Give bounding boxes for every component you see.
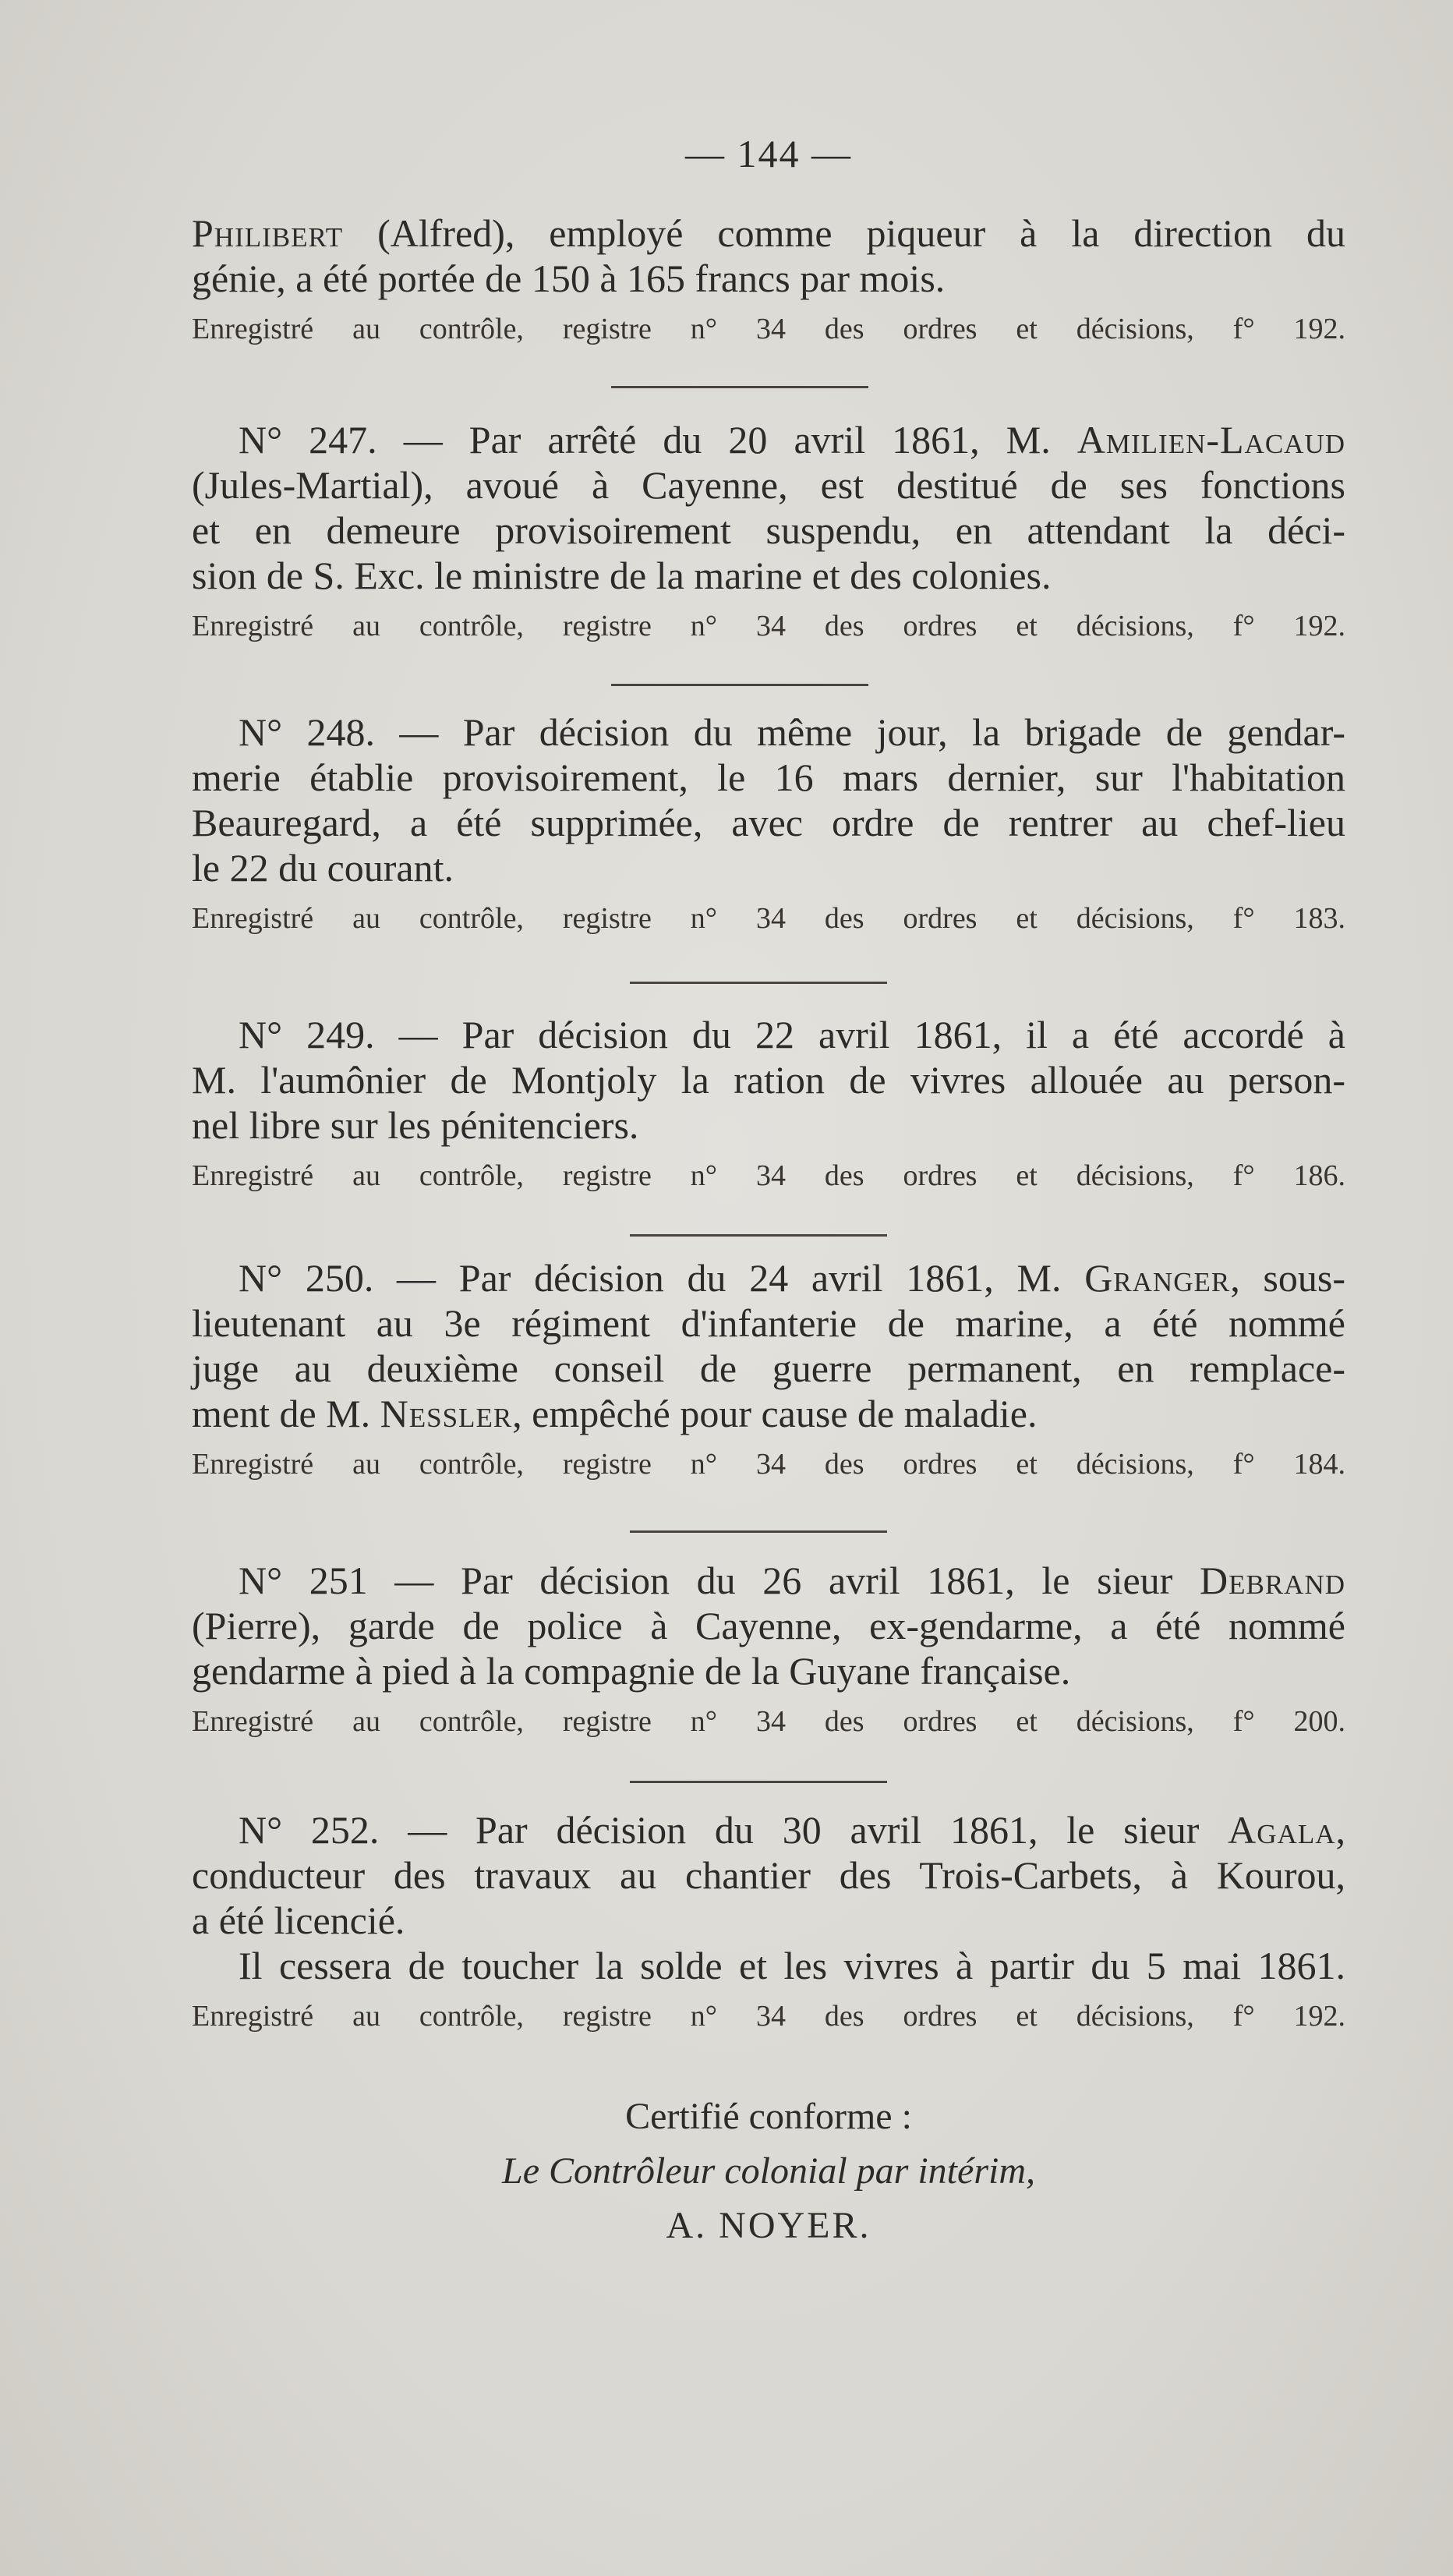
entry-line: N° 250. — Par décision du 24 avril 1861, M. Granger, sous- xyxy=(239,1256,1345,1300)
entry-line: merie établie provisoirement, le 16 mars dernier, sur l'habitation xyxy=(192,755,1345,799)
entry-line: lieutenant au 3e régiment d'infanterie de marine, a été nommé xyxy=(192,1301,1345,1345)
entry-line: N° 247. — Par arrêté du 20 avril 1861, M. Amilien-Lacaud xyxy=(239,418,1345,462)
entry-line: juge au deuxième conseil de guerre permanent, en remplace- xyxy=(192,1346,1345,1390)
person-name: Debrand xyxy=(1199,1559,1345,1602)
separator-rule xyxy=(630,1781,887,1783)
registration-note: Enregistré au contrôle, registre n° 34 des ordres et décisions, f° 192. xyxy=(192,313,1345,345)
entry-philibert xyxy=(192,211,1345,348)
certification-title: Le Contrôleur colonial par intérim, xyxy=(502,2150,1035,2192)
separator-rule xyxy=(611,684,868,686)
registration-note: Enregistré au contrôle, registre n° 34 des ordres et décisions, f° 186. xyxy=(192,1159,1345,1192)
registration-note: Enregistré au contrôle, registre n° 34 des ordres et décisions, f° 200. xyxy=(192,1705,1345,1738)
registration-note: Enregistré au contrôle, registre n° 34 des ordres et décisions, f° 192. xyxy=(192,610,1345,642)
person-name: Agala xyxy=(1228,1808,1336,1852)
certification-block xyxy=(192,2089,1345,2253)
separator-rule xyxy=(611,386,868,388)
entry-248 xyxy=(192,709,1345,937)
entry-line: génie, a été portée de 150 à 165 francs par mois. xyxy=(192,257,946,300)
entry-line: M. l'aumônier de Montjoly la ration de vivres allouée au person- xyxy=(192,1058,1345,1102)
registration-note: Enregistré au contrôle, registre n° 34 des ordres et décisions, f° 184. xyxy=(192,1448,1345,1481)
entry-line: nel libre sur les pénitenciers. xyxy=(192,1103,639,1147)
page-number: — 144 — xyxy=(685,132,852,175)
entry-line: (Jules-Martial), avoué à Cayenne, est destitué de ses fonctions xyxy=(192,463,1345,507)
entry-line: gendarme à pied à la compagnie de la Guyane française. xyxy=(192,1649,1071,1693)
registration-note: Enregistré au contrôle, registre n° 34 des ordres et décisions, f° 183. xyxy=(192,902,1345,935)
separator-rule xyxy=(630,1234,887,1237)
entry-252 xyxy=(192,1807,1345,2035)
registration-note: Enregistré au contrôle, registre n° 34 des ordres et décisions, f° 192. xyxy=(192,2000,1345,2033)
entry-line: Beauregard, a été supprimée, avec ordre de rentrer au chef-lieu xyxy=(192,801,1345,844)
entry-line: le 22 du courant. xyxy=(192,846,454,890)
person-name: Nessler xyxy=(380,1392,513,1435)
separator-rule xyxy=(630,1530,887,1533)
entry-line: N° 249. — Par décision du 22 avril 1861, il a été accordé à xyxy=(239,1013,1345,1056)
entry-line: et en demeure provisoirement suspendu, en attendant la déci- xyxy=(192,508,1345,552)
entry-line: (Pierre), garde de police à Cayenne, ex-gendarme, a été nommé xyxy=(192,1604,1345,1647)
entry-line: Philibert (Alfred), employé comme piqueur à la direction du xyxy=(192,211,1345,255)
certification-statement: Certifié conforme : xyxy=(625,2096,912,2137)
entry-247 xyxy=(192,417,1345,645)
entry-line: Il cessera de toucher la solde et les vivres à partir du 5 mai 1861. xyxy=(239,1944,1345,1987)
person-name: Amilien-Lacaud xyxy=(1076,418,1345,462)
entry-line: N° 248. — Par décision du même jour, la brigade de gendar- xyxy=(239,710,1345,754)
entry-line: a été licencié. xyxy=(192,1898,405,1942)
entry-line: N° 252. — Par décision du 30 avril 1861, le sieur Agala, xyxy=(239,1808,1345,1852)
person-name: Granger xyxy=(1084,1256,1231,1300)
separator-rule xyxy=(630,982,887,984)
entry-250 xyxy=(192,1255,1345,1483)
entry-251 xyxy=(192,1558,1345,1740)
entry-line: sion de S. Exc. le ministre de la marine et des colonies. xyxy=(192,554,1052,597)
entry-line: conducteur des travaux au chantier des Trois-Carbets, à Kourou, xyxy=(192,1853,1345,1897)
entry-line: N° 251 — Par décision du 26 avril 1861, le sieur Debrand xyxy=(239,1559,1345,1602)
entry-249 xyxy=(192,1012,1345,1194)
person-name: Philibert xyxy=(192,211,344,255)
certification-signature: A. NOYER. xyxy=(666,2205,871,2246)
entry-line: ment de M. Nessler, empêché pour cause de maladie. xyxy=(192,1392,1038,1435)
